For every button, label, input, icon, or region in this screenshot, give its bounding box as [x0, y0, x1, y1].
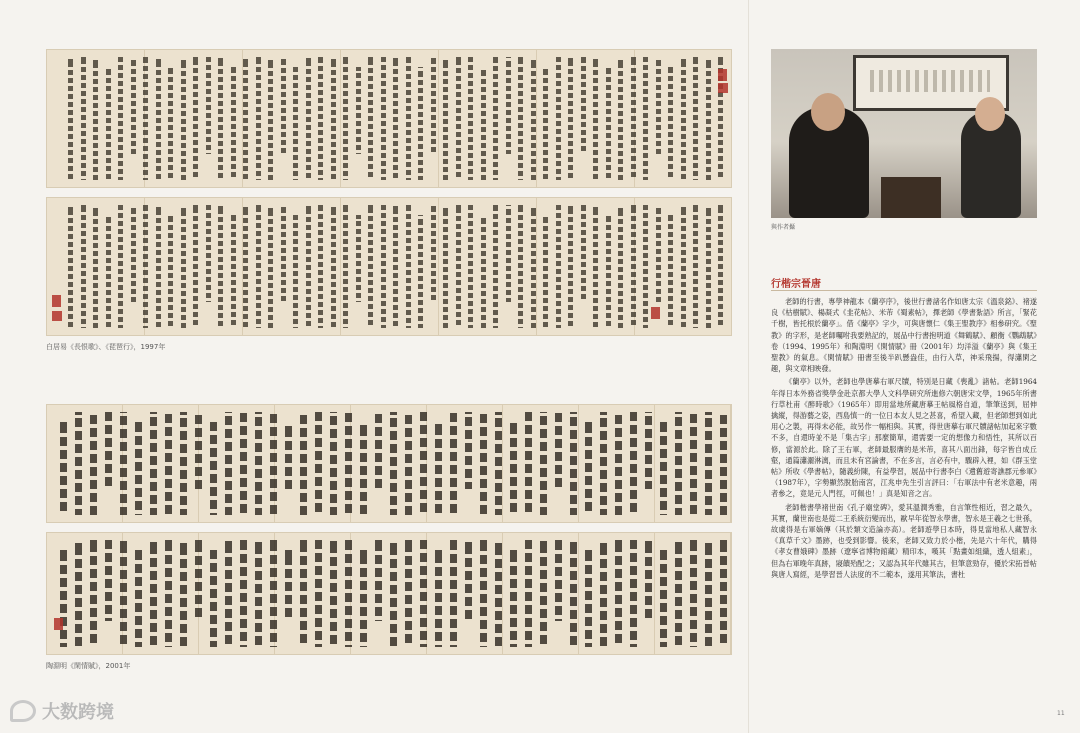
calligraphy-column: [75, 412, 82, 515]
calligraphy-column: [243, 205, 248, 328]
calligraphy-column: [106, 215, 111, 328]
calligraphy-column: [356, 215, 361, 302]
calligraphy-column: [556, 205, 561, 328]
calligraphy-column: [375, 540, 382, 621]
calligraphy-column: [493, 205, 498, 328]
calligraphy-column: [218, 205, 223, 328]
calligraphy-column: [618, 205, 623, 328]
calligraphy-column: [405, 412, 412, 515]
calligraphy-column: [465, 540, 472, 621]
calligraphy-column: [180, 412, 187, 515]
calligraphy-column: [193, 57, 198, 180]
calligraphy-column: [120, 540, 127, 647]
caption-bottom-album: 陶淵明《閑情賦》，2001年: [46, 662, 131, 670]
calligraphy-column: [390, 540, 397, 647]
calligraphy-column: [293, 215, 298, 328]
calligraphy-column: [405, 540, 412, 647]
calligraphy-column: [281, 205, 286, 302]
calligraphy-column: [330, 412, 337, 515]
calligraphy-column: [556, 57, 561, 180]
calligraphy-column: [345, 412, 352, 515]
calligraphy-column: [343, 205, 348, 328]
calligraphy-column: [718, 205, 723, 328]
calligraphy-column: [618, 57, 623, 180]
calligraphy-column: [331, 57, 336, 180]
calligraphy-column: [165, 540, 172, 647]
calligraphy-column: [645, 412, 652, 489]
calligraphy-column: [555, 412, 562, 489]
article-body: [771, 296, 1037, 582]
calligraphy-column: [293, 67, 298, 180]
calligraphy-column: [518, 205, 523, 328]
scroll-panel-seam: [730, 532, 731, 655]
calligraphy-column: [570, 412, 577, 515]
watermark: [10, 698, 114, 724]
calligraphy-column: [300, 412, 307, 515]
scroll-panel-seam: [654, 404, 655, 523]
calligraphy-column: [343, 57, 348, 180]
scroll-panel-seam: [438, 197, 439, 336]
scroll-panel-seam: [502, 404, 503, 523]
calligraphy-column: [93, 57, 98, 180]
calligraphy-column: [68, 205, 73, 328]
calligraphy-column: [675, 540, 682, 647]
page-number: 11: [1057, 710, 1065, 717]
calligraphy-album-bottom-row2: [46, 532, 732, 655]
calligraphy-column: [206, 205, 211, 302]
calligraphy-column: [81, 57, 86, 180]
calligraphy-column: [135, 422, 142, 515]
paragraph-1: 老師的行書，專學神龍本《蘭亭序》，後世行書諸名作如唐太宗《溫泉銘》、褚遂良《枯樹賦》、楊凝式《韭花帖》、米芾《蜀素帖》，擇老師《學書紮語》所言，「緊花千樹，皆托根於蘭亭」。借《蘭亭》字少，可與唐懷仁《集王聖教序》相參研究。《聖教》的字形，是老師囑咐我要熟記的，展品中行書抱明道《舞鶴賦》、顧衡《鸚鵡賦》卷（1994、1995年）和陶淵明《閑情賦》冊（2001年）均洋溢《蘭亭》與《集王聖教》的氣息。《閑情賦》冊書至後半趴懸盎佳，由行入草，神采飛揚，得瀟閑之趣，與文章相映發。: [771, 297, 1037, 374]
calligraphy-column: [443, 205, 448, 328]
calligraphy-column: [555, 540, 562, 621]
scroll-panel-seam: [438, 49, 439, 188]
calligraphy-column: [543, 215, 548, 328]
calligraphy-column: [706, 205, 711, 328]
scroll-panel-seam: [578, 532, 579, 655]
calligraphy-column: [231, 215, 236, 328]
calligraphy-scroll-top-row2: [46, 197, 732, 336]
calligraphy-column: [68, 57, 73, 180]
calligraphy-column: [660, 550, 667, 647]
calligraphy-column: [525, 412, 532, 515]
calligraphy-column: [356, 67, 361, 154]
calligraphy-column: [256, 57, 261, 180]
calligraphy-column: [506, 205, 511, 302]
calligraphy-column: [450, 412, 457, 515]
calligraphy-column: [93, 205, 98, 328]
calligraphy-column: [645, 540, 652, 621]
calligraphy-column: [706, 57, 711, 180]
calligraphy-column: [330, 540, 337, 647]
calligraphy-column: [256, 205, 261, 328]
calligraphy-column: [660, 422, 667, 515]
author-photo: [771, 49, 1037, 218]
calligraphy-column: [195, 540, 202, 621]
calligraphy-column: [285, 422, 292, 489]
calligraphy-column: [131, 205, 136, 302]
photo-caption: 與作者攝: [771, 224, 796, 231]
calligraphy-column: [90, 540, 97, 647]
calligraphy-column: [143, 57, 148, 180]
calligraphy-column: [393, 57, 398, 180]
calligraphy-column: [585, 550, 592, 647]
calligraphy-column: [630, 540, 637, 647]
calligraphy-column: [468, 57, 473, 180]
calligraphy-column: [368, 57, 373, 180]
scroll-panel-seam: [340, 49, 341, 188]
calligraphy-column: [690, 412, 697, 515]
calligraphy-column: [268, 57, 273, 180]
calligraphy-column: [225, 540, 232, 647]
calligraphy-column: [606, 215, 611, 328]
calligraphy-column: [206, 57, 211, 154]
calligraphy-column: [568, 57, 573, 180]
calligraphy-column: [315, 540, 322, 647]
calligraphy-column: [581, 57, 586, 154]
calligraphy-column: [720, 412, 727, 515]
calligraphy-column: [705, 412, 712, 515]
calligraphy-column: [593, 205, 598, 328]
calligraphy-column: [105, 540, 112, 621]
calligraphy-column: [443, 57, 448, 180]
calligraphy-column: [600, 412, 607, 515]
calligraphy-column: [381, 57, 386, 180]
calligraphy-column: [243, 57, 248, 180]
calligraphy-column: [318, 57, 323, 180]
calligraphy-column: [643, 57, 648, 180]
calligraphy-column: [255, 412, 262, 515]
calligraphy-column: [681, 57, 686, 180]
calligraphy-column: [540, 540, 547, 647]
calligraphy-column: [681, 205, 686, 328]
calligraphy-column: [390, 412, 397, 515]
calligraphy-column: [495, 540, 502, 647]
calligraphy-column: [120, 412, 127, 515]
calligraphy-column: [643, 205, 648, 328]
paragraph-3: 老師楷書學褚世南《孔子廟堂碑》，愛其溫潤秀雅，自言筆性相近，習之最久，其實，蘭世南也是從二王系統衍變而出，歐早年從智永學書，智永是王羲之七世孫，故虞得是右軍嫡傳（其於類文造論亦高）。老師遊學日本時，得見當地私人藏智永《真草千文》墨跡，也受到影響。後來，老師又致力於小楷，先是六十年代，購得《孝女曹娥碑》墨跡（遼寧省博物館藏）精印本，嘆其「點畫如組織，透人組素」，但為右軍晚年真跡，寢饋殆配之；又認為其年代雖其古，但筆意勁存，優於宋拓晉帖與唐人寫經，是學習晉人法度的不二範本，遂用其筆法，書杜: [771, 502, 1037, 579]
calligraphy-column: [668, 215, 673, 328]
calligraphy-column: [435, 422, 442, 515]
page-fold: [748, 0, 749, 733]
calligraphy-column: [540, 412, 547, 515]
calligraphy-column: [418, 67, 423, 180]
calligraphy-column: [420, 412, 427, 515]
calligraphy-column: [450, 540, 457, 647]
calligraphy-column: [165, 412, 172, 515]
calligraphy-column: [668, 67, 673, 180]
calligraphy-column: [693, 57, 698, 180]
calligraphy-column: [270, 412, 277, 515]
calligraphy-column: [585, 422, 592, 515]
calligraphy-column: [150, 540, 157, 647]
calligraphy-column: [180, 540, 187, 647]
calligraphy-column: [600, 540, 607, 647]
calligraphy-column: [456, 205, 461, 328]
calligraphy-column: [568, 205, 573, 328]
calligraphy-column: [318, 205, 323, 328]
calligraphy-column: [720, 540, 727, 647]
calligraphy-column: [570, 540, 577, 647]
scroll-panel-seam: [730, 404, 731, 523]
red-seal-stamp: [52, 295, 61, 307]
calligraphy-column: [581, 205, 586, 302]
calligraphy-column: [465, 412, 472, 489]
calligraphy-column: [315, 412, 322, 515]
section-heading: 行楷宗晉唐: [771, 279, 821, 290]
calligraphy-column: [268, 205, 273, 328]
calligraphy-column: [181, 205, 186, 328]
red-seal-stamp: [718, 69, 727, 81]
calligraphy-column: [118, 205, 123, 328]
watermark-logo-icon: [10, 700, 36, 722]
calligraphy-column: [60, 550, 67, 647]
calligraphy-column: [510, 550, 517, 647]
calligraphy-column: [218, 57, 223, 180]
calligraphy-column: [331, 205, 336, 328]
calligraphy-column: [456, 57, 461, 180]
calligraphy-column: [60, 422, 67, 515]
heading-divider: [771, 290, 1037, 291]
calligraphy-column: [468, 205, 473, 328]
calligraphy-column: [675, 412, 682, 515]
calligraphy-column: [210, 422, 217, 515]
calligraphy-column: [181, 57, 186, 180]
paragraph-2: 《蘭亭》以外，老師也學唐摹右軍尺牘，特別是日藏《喪亂》諸帖。老師1964年得日本外務省獎學金赴京都大學人文科學研究所進修六朝唐宋文學，1965年所書行草杜甫《醉時歌》（1965年）即用當地所藏唐摹王帖風格自道，筆筆送到，屈伸擒縱，得游藝之姿，西島慎一的一位日本友人見之甚喜，希望入藏，但老師想到如此用心之製，再得未必能，故另作一幅相與。其實，得世唐摹右軍尺牘諸帖加起來字數不多，自還時並不是「集古字」那麼簡單，還需要一定的想像力和悟性，其所以百修，當源於此。除了王右軍，老師最服膺的是米芾，喜其八面出鋒，每字皆自成丘壑，通篇瀟灑淋漓，而且未有宮論書，不在多言，言必有中，驟辟入裡，如《群玉堂帖》所收《學書帖》，隨義紛陳，有益學習，展品中行書李白《遺舊遊寄譙郡元參軍》（1987年），字勢顯然脫胎南宮，江兆申先生引言評曰：「右軍法中有老米意趣，兩者參之，竟是元人門徑，可佩也！」真是知音之言。: [771, 377, 1037, 499]
red-seal-stamp: [651, 307, 660, 319]
calligraphy-column: [345, 540, 352, 647]
calligraphy-album-bottom-row1: [46, 404, 732, 523]
calligraphy-column: [656, 57, 661, 154]
calligraphy-column: [480, 540, 487, 647]
calligraphy-column: [406, 205, 411, 328]
calligraphy-column: [690, 540, 697, 647]
calligraphy-column: [106, 67, 111, 180]
calligraphy-column: [240, 412, 247, 515]
calligraphy-column: [418, 215, 423, 328]
person-seated-right: [961, 111, 1021, 218]
red-seal-stamp: [54, 618, 63, 630]
calligraphy-column: [531, 205, 536, 328]
calligraphy-column: [406, 57, 411, 180]
calligraphy-column: [135, 550, 142, 647]
calligraphy-column: [381, 205, 386, 328]
calligraphy-column: [481, 215, 486, 328]
scroll-panel-seam: [502, 532, 503, 655]
calligraphy-column: [615, 540, 622, 647]
calligraphy-column: [705, 540, 712, 647]
calligraphy-column: [150, 412, 157, 515]
calligraphy-column: [240, 540, 247, 647]
calligraphy-column: [510, 422, 517, 515]
calligraphy-column: [156, 205, 161, 328]
calligraphy-column: [615, 412, 622, 515]
calligraphy-column: [81, 205, 86, 328]
calligraphy-column: [631, 57, 636, 180]
calligraphy-column: [368, 205, 373, 328]
calligraphy-column: [693, 205, 698, 328]
calligraphy-column: [306, 205, 311, 328]
calligraphy-column: [231, 67, 236, 180]
calligraphy-column: [593, 57, 598, 180]
calligraphy-column: [156, 57, 161, 180]
watermark-text: 大数跨境: [42, 702, 114, 723]
calligraphy-column: [168, 215, 173, 328]
scroll-panel-seam: [536, 49, 537, 188]
calligraphy-column: [270, 540, 277, 647]
calligraphy-column: [210, 550, 217, 647]
calligraphy-column: [306, 57, 311, 180]
calligraphy-column: [631, 205, 636, 328]
calligraphy-column: [630, 412, 637, 515]
calligraphy-column: [525, 540, 532, 647]
calligraphy-column: [543, 67, 548, 180]
calligraphy-column: [420, 540, 427, 647]
person-seated-left: [789, 107, 869, 218]
calligraphy-column: [90, 412, 97, 515]
calligraphy-column: [493, 57, 498, 180]
calligraphy-column: [118, 57, 123, 180]
calligraphy-column: [431, 205, 436, 302]
red-seal-stamp: [52, 311, 62, 321]
calligraphy-column: [105, 412, 112, 489]
side-table: [881, 177, 941, 218]
scroll-panel-seam: [340, 197, 341, 336]
calligraphy-column: [360, 550, 367, 647]
calligraphy-column: [360, 422, 367, 515]
calligraphy-column: [606, 67, 611, 180]
calligraphy-column: [255, 540, 262, 647]
calligraphy-column: [375, 412, 382, 489]
calligraphy-column: [518, 57, 523, 180]
calligraphy-column: [143, 205, 148, 328]
scroll-panel-seam: [536, 197, 537, 336]
scroll-panel-seam: [654, 532, 655, 655]
calligraphy-column: [225, 412, 232, 515]
calligraphy-column: [480, 412, 487, 515]
calligraphy-column: [506, 57, 511, 154]
calligraphy-column: [281, 57, 286, 154]
caption-top-scroll: 白居易《長恨歌》、《琵琶行》，1997年: [46, 343, 166, 351]
calligraphy-column: [193, 205, 198, 328]
calligraphy-column: [495, 412, 502, 515]
red-seal-stamp: [718, 83, 728, 93]
scroll-panel-seam: [578, 404, 579, 523]
calligraphy-column: [75, 540, 82, 647]
calligraphy-scroll-top-row1: [46, 49, 732, 188]
calligraphy-column: [435, 550, 442, 647]
calligraphy-column: [195, 412, 202, 489]
calligraphy-column: [168, 67, 173, 180]
calligraphy-column: [531, 57, 536, 180]
calligraphy-column: [393, 205, 398, 328]
calligraphy-column: [481, 67, 486, 180]
calligraphy-column: [656, 205, 661, 302]
calligraphy-column: [285, 550, 292, 621]
calligraphy-column: [131, 57, 136, 154]
calligraphy-column: [431, 57, 436, 154]
calligraphy-column: [300, 540, 307, 647]
